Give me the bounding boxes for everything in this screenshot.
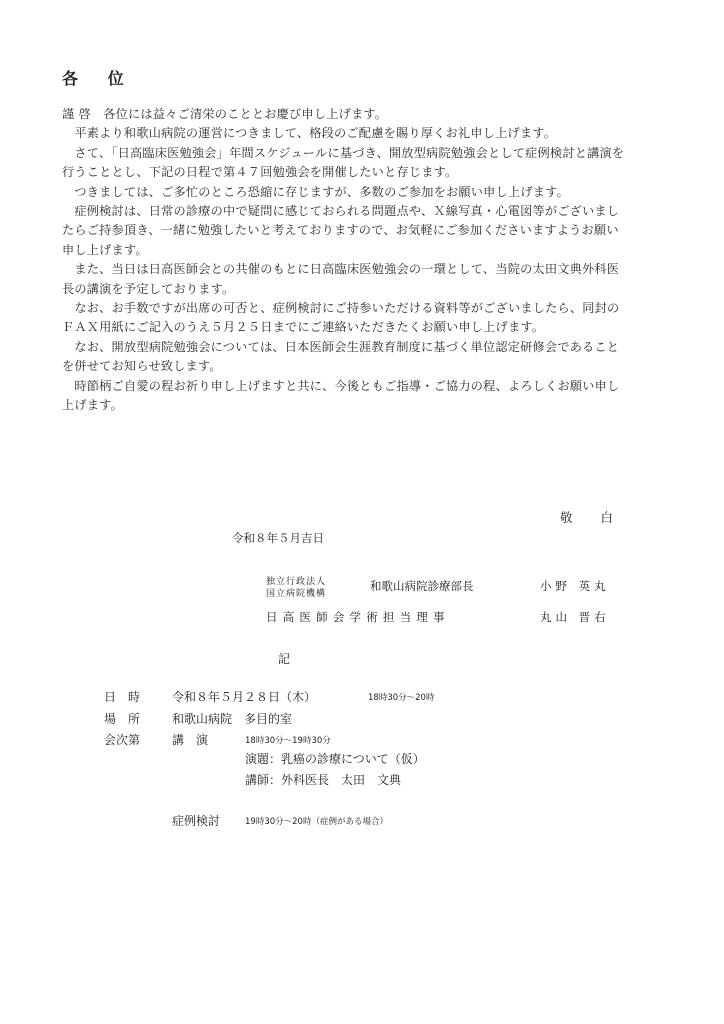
paragraph-thanks: 平素より和歌山病院の運営につきまして、格段のご配慮を賜り厚くお礼申し上げます。 [62,126,557,141]
letter-date: 令和８年５月吉日 [232,531,324,545]
salutation: 各 位 [62,69,136,88]
paragraph-case-review: 症例検討は、日常の診療の中で疑問に感じておられる問題点や、Ｘ線写真・心電図等がございましたらご持参頂き、一緒に勉強したいと考えておりますので、お気軽にご参加くださいますようお願い申し上げます。 [62,204,620,257]
place-label: 場 所 [104,712,141,726]
lecture-speaker: 講師：外科医長 太田 文典 [245,773,402,787]
lecture-title: 演題：乳癌の診療について（仮） [245,752,425,766]
paragraph-greeting: 謹 啓 各位には益々ご清栄のこととお慶び申し上げます。 [62,107,388,121]
lecture-label: 講 演 [172,733,209,747]
signatory-2-title: 日高医師会学術担当理事 [266,610,450,624]
closing-word: 敬 白 [560,510,625,525]
datetime-label: 日 時 [104,690,141,704]
org-small-line1: 独立行政法人 [266,577,327,587]
program-label: 会次第 [104,733,141,747]
case-review-time: 19時30分～20時（症例がある場合） [245,817,388,827]
lecture-time: 18時30分～19時30分 [245,736,331,746]
paragraph-credit: なお、開放型病院勉強会については、日本医師会生涯教育制度に基づく単位認定研修会であることを併せてお知らせ致します。 [62,339,620,374]
letter-body [62,105,628,416]
ki-heading: 記 [278,652,291,666]
org-small-label [266,576,326,600]
signatory-1-name: 小野 英丸 [540,579,610,593]
paragraph-lecture: また、当日は日高医師会との共催のもとに日高臨床医勉強会の一環として、当院の太田文典外科医長の講演を予定しております。 [62,262,620,296]
datetime-time: 18時30分～20時 [368,693,435,703]
paragraph-closing-wishes: 時節柄ご自愛の程お祈り申し上げますと共に、今後ともご指導・ご協力の程、よろしくお願い申し上げます。 [62,378,620,413]
place-value: 和歌山病院 多目的室 [172,712,293,726]
signatory-2-name: 丸山 晋右 [540,610,610,624]
case-review-label: 症例検討 [172,814,221,828]
datetime-value: 令和８年５月２８日（木） [172,690,317,704]
paragraph-announcement: さて、「日高臨床医勉強会」年間スケジュールに基づき、開放型病院勉強会として症例検討と講演を行うこととし、下記の日程で第４７回勉強会を開催したいと存じます。 [62,145,625,180]
paragraph-rsvp: なお、お手数ですが出席の可否と、症例検討にご持参いただける資料等がございましたら、同封のＦＡＸ用紙にご記入のうえ５月２５日までにご連絡いただきたくお願い申し上げます。 [62,301,620,335]
org-small-line2: 国立病院機構 [266,589,327,599]
signatory-1-title: 和歌山病院診療部長 [370,579,474,593]
paragraph-invitation: つきましては、ご多忙のところ恐縮に存じますが、多数のご参加をお願い申し上げます。 [62,184,569,199]
